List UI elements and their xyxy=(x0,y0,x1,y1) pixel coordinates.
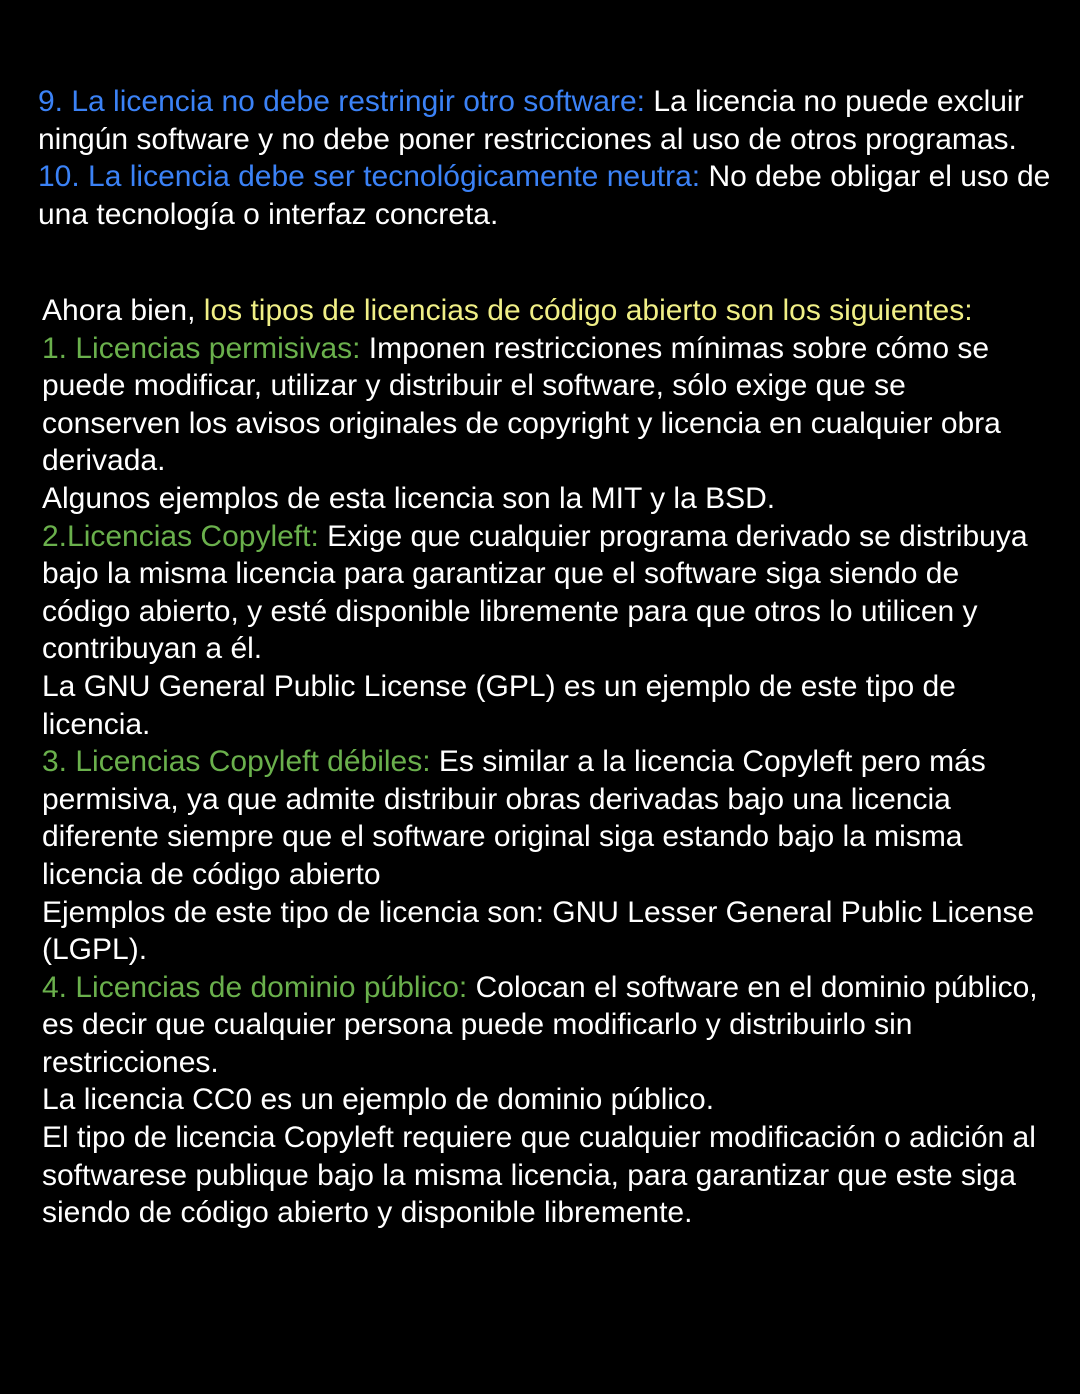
license-types-block xyxy=(42,292,1052,1232)
open-source-criteria-block xyxy=(38,83,1058,233)
license-type-example: Ejemplos de este tipo de licencia son: GNU Lesser General Public License (LGPL). xyxy=(42,895,1035,967)
license-type-copyleft xyxy=(42,518,1052,668)
license-type-heading: 4. Licencias de dominio público: xyxy=(42,970,468,1004)
license-type-text: Imponen restricciones mínimas sobre cómo se puede modificar, utilizar y distribuir el software, sólo exige que se conserven los avisos originales de copyright y licencia en cualquier obra derivada. xyxy=(42,331,1001,478)
criterion-9-text: La licencia no puede excluir ningún software y no debe poner restricciones al uso de otros programas. xyxy=(38,85,1024,156)
license-type-permissive xyxy=(42,330,1052,480)
criterion-10 xyxy=(38,158,1058,233)
license-type-text: Es similar a la licencia Copyleft pero más permisiva, ya que admite distribuir obras derivadas bajo una licencia diferente siempre que el software original siga estando bajo la misma licencia de código abierto xyxy=(42,745,986,891)
criterion-9 xyxy=(38,83,1058,158)
license-type-example: Algunos ejemplos de esta licencia son la MIT y la BSD. xyxy=(42,481,776,515)
criterion-9-heading: 9. La licencia no debe restringir otro software: xyxy=(38,85,645,118)
license-type-text: Exige que cualquier programa derivado se distribuya bajo la misma licencia para garantizar que el software siga siendo de código abierto, y esté disponible libremente para que otros lo utilicen y contribuyan a él. xyxy=(42,519,1028,666)
license-types-intro xyxy=(42,292,1052,330)
intro-highlight-text: los tipos de licencias de código abierto son los siguientes: xyxy=(203,294,973,327)
license-type-heading: 1. Licencias permisivas: xyxy=(42,331,361,365)
intro-plain-text: Ahora bien, xyxy=(42,294,204,327)
license-type-weak-copyleft xyxy=(42,743,1052,893)
license-type-public-domain xyxy=(42,969,1052,1082)
criterion-10-text: No debe obligar el uso de una tecnología o interfaz concreta. xyxy=(38,160,1051,231)
license-type-text: Colocan el software en el dominio público, es decir que cualquier persona puede modificarlo y distribuirlo sin restricciones. xyxy=(42,970,1038,1079)
license-type-example: La GNU General Public License (GPL) es un ejemplo de este tipo de licencia. xyxy=(42,669,956,741)
license-type-heading: 2.Licencias Copyleft: xyxy=(42,519,319,553)
license-type-heading: 3. Licencias Copyleft débiles: xyxy=(42,745,431,779)
closing-paragraph: El tipo de licencia Copyleft requiere que cualquier modificación o adición al softwarese publique bajo la misma licencia, para garantizar que este siga siendo de código abierto y disponible libremente. xyxy=(42,1121,1036,1230)
license-type-example: La licencia CC0 es un ejemplo de dominio público. xyxy=(42,1083,715,1117)
criterion-10-heading: 10. La licencia debe ser tecnológicamente neutra: xyxy=(38,160,701,194)
